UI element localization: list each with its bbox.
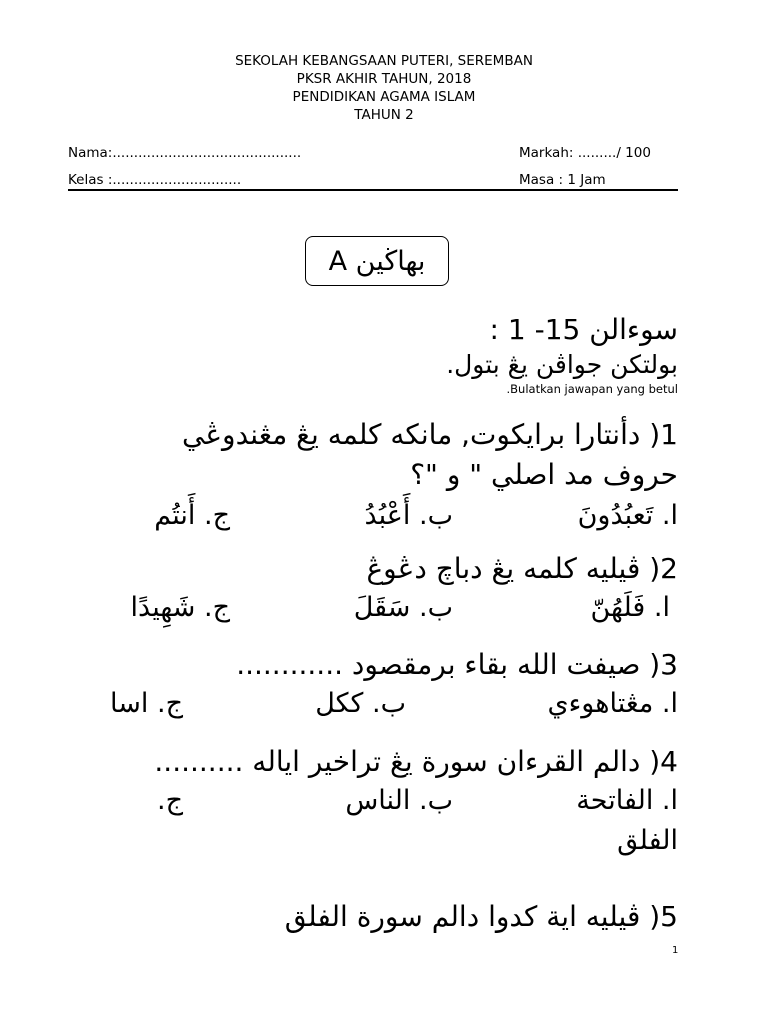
question-4-option-a: ا. الفاتحة [576, 785, 678, 816]
question-1-option-c: ج. أَنتُم [154, 500, 230, 531]
subject-title: PENDIDIKAN AGAMA ISLAM [292, 89, 476, 105]
section-title-box [305, 236, 449, 286]
question-4-option-b: ب. الناس [345, 785, 453, 816]
question-1-option-a: ا. تَعبُدُونَ [577, 500, 678, 531]
section-title: بهاڬين A [328, 245, 426, 277]
question-range: سوءالن 15- 1 : [489, 313, 678, 346]
question-1-line-1: 1( دأنتارا برايكوت, مانكه كلمه يڠ مڠندوڠي [182, 418, 678, 451]
question-4-line-1: 4( دالم القرءان سورة يڠ تراخير اياله .......... [154, 745, 678, 778]
question-1-option-b: ب. أَعْبُدُ [364, 500, 453, 531]
markah-field: Markah: ........./ 100 [519, 145, 651, 161]
question-2-option-b: ب. سَقَلَ [353, 592, 453, 623]
question-5-line-1: 5( ڤيليه اية كدوا دالم سورة الفلق [284, 900, 678, 933]
masa-field: Masa : 1 Jam [519, 172, 606, 188]
question-2-option-c: ج. شَهِيدًا [130, 592, 230, 623]
instruction-jawi: بولتكن جواڤن يڠ بتول. [446, 350, 678, 379]
question-3-option-c: ج. اسا [110, 688, 183, 719]
question-3-option-a: ا. مڠتاهوءي [547, 688, 678, 719]
question-2-option-a: ا. فَلَهُنّ [590, 592, 670, 623]
instruction-rumi: .Bulatkan jawapan yang betul [506, 382, 678, 396]
question-3-line-1: 3( صيفت الله بقاء برمقصود ............ [236, 648, 678, 681]
nama-field: Nama:............................................ [68, 145, 302, 161]
page-number: 1 [672, 945, 679, 956]
level-title: TAHUN 2 [354, 107, 414, 123]
question-4-option-c: ج. [156, 785, 183, 816]
question-2-line-1: 2( ڤيليه كلمه يڠ دباچ دڠوڠ [366, 552, 678, 585]
kelas-field: Kelas :.............................. [68, 172, 242, 188]
school-name: SEKOLAH KEBANGSAAN PUTERI, SEREMBAN [235, 53, 533, 69]
question-1-line-2: حروف مد اصلي " و "؟ [410, 458, 678, 491]
exam-title: PKSR AKHIR TAHUN, 2018 [296, 71, 472, 87]
header-divider [68, 189, 678, 191]
question-4-option-c-wrap: الفلق [617, 825, 678, 856]
question-3-option-b: ب. ككل [315, 688, 406, 719]
